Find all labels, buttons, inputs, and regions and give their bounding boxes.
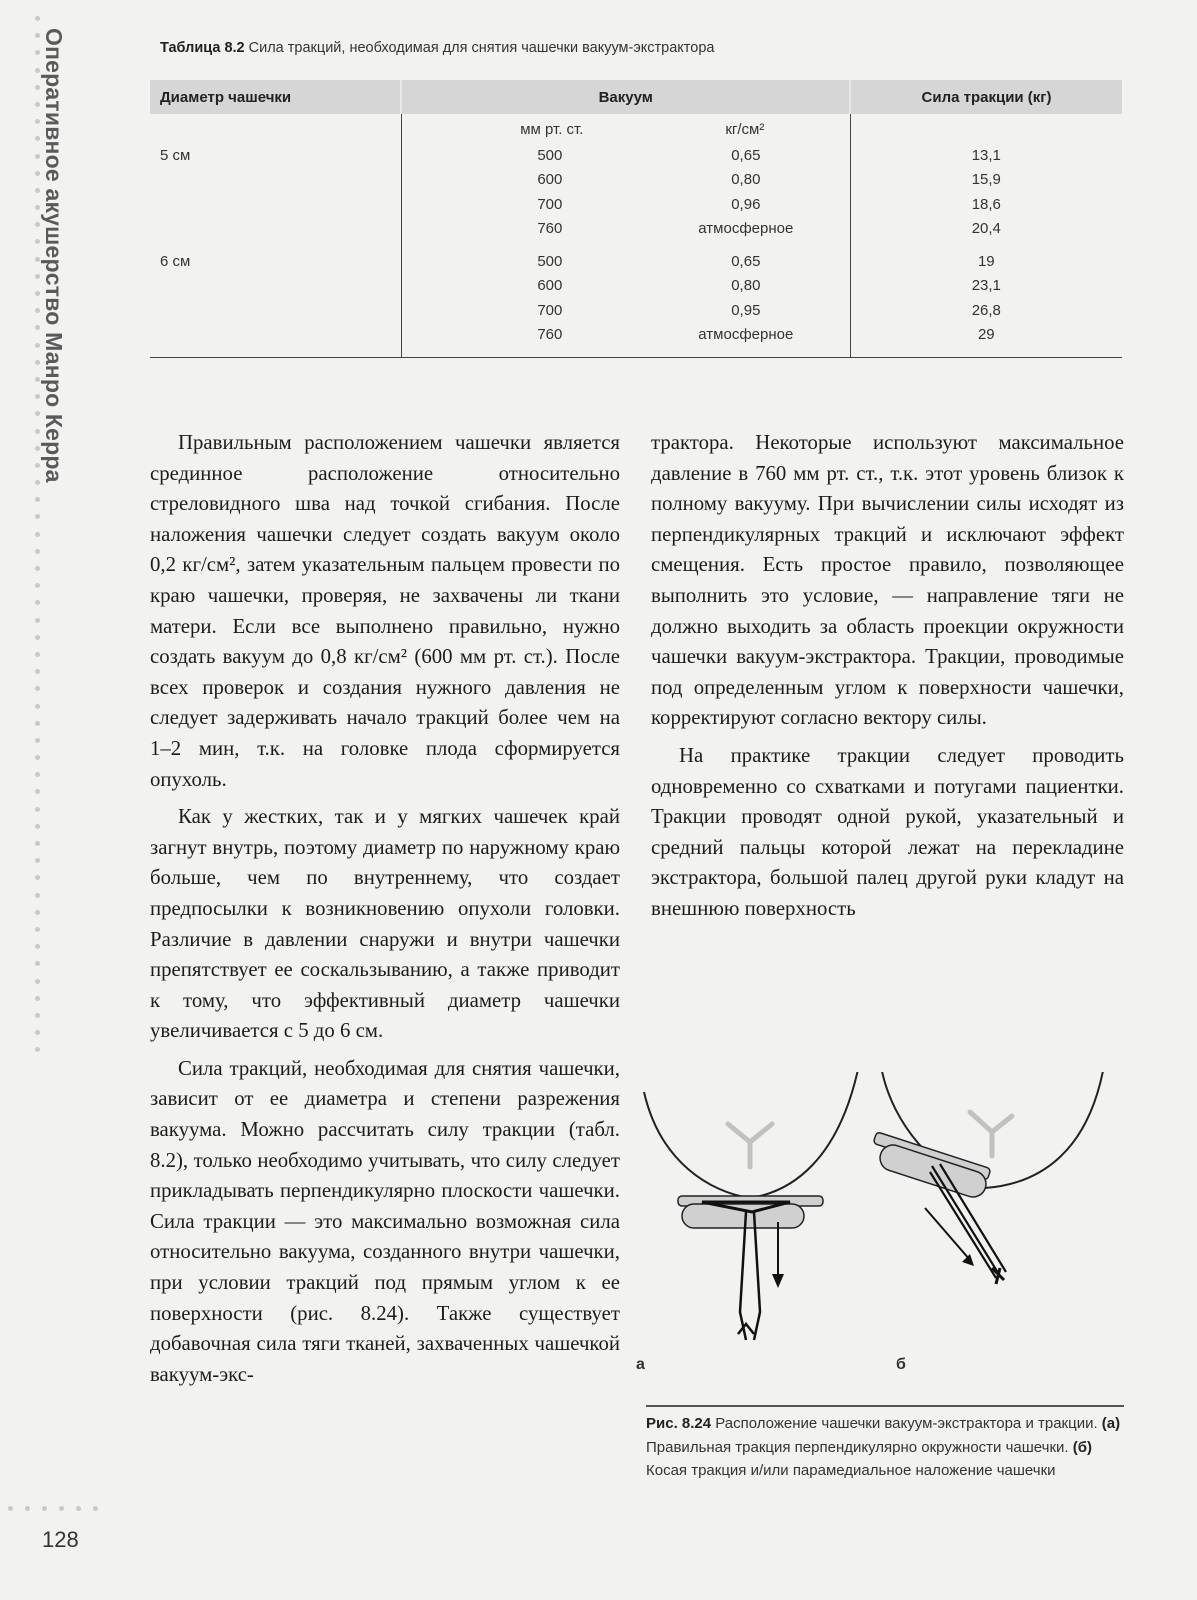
- header-force: Сила тракции (кг): [850, 80, 1122, 114]
- margin-dot: [35, 618, 40, 623]
- margin-dot: [35, 979, 40, 984]
- figure-caption-a-text: Правильная тракция перпендикулярно окружности чашечки.: [646, 1438, 1073, 1456]
- table-cell: 13,1: [971, 147, 1001, 164]
- header-diameter: Диаметр чашечки: [150, 80, 401, 114]
- table-cell: 700: [537, 301, 563, 319]
- paragraph: Сила тракций, необходимая для снятия чашечки, зависит от ее диаметра и степени разрежения вакуума. Можно рассчитать силу тракции (табл. 8.2), только необходимо учитывать, что силу следует прикладывать перпендикулярно плоскости чашечки. Сила тракции — это максимально возможная сила относительно вакуума, созданного внутри чашечки, при условии тракций под прямым углом к ее поверхности (рис. 8.24). Также существует добавочная сила тяги тканей, захваченных чашечкой вакуум-экс-: [150, 1056, 620, 1386]
- body-right-column: [651, 428, 1124, 925]
- margin-dot: [35, 549, 40, 554]
- margin-dot: [35, 789, 40, 794]
- figure-divider: [646, 1405, 1124, 1407]
- running-head: Оперативное акушерство Манро Керра: [41, 28, 67, 483]
- table-cell: 700: [537, 195, 563, 213]
- body-left-column: [150, 428, 620, 1390]
- table-cell: 18,6: [971, 195, 1001, 213]
- margin-dot: [35, 704, 40, 709]
- table-cell: 760: [537, 326, 563, 344]
- margin-dot: [35, 669, 40, 674]
- margin-dot: [35, 16, 40, 21]
- mmhg-column: [402, 144, 698, 241]
- panel-b-drawing: [873, 1072, 1105, 1284]
- table-caption-label: Таблица 8.2: [160, 40, 245, 56]
- table-cell: 760: [537, 219, 563, 237]
- table-cell: 26,8: [971, 301, 1001, 319]
- figure-caption-a: (а): [1101, 1415, 1121, 1432]
- paragraph: Как у жестких, так и у мягких чашечек край загнут внутрь, поэтому диаметр по наружному краю больше, чем по внутреннему, что создает предпосылки к возникновению опухоли головки. Различие в давлении снаружи и внутри чашечки препятствует ее соскальзыванию, а также приводит к тому, что эффективный диаметр чашечки увеличивается с 5 до 6 см.: [150, 805, 620, 1043]
- margin-dot: [35, 841, 40, 846]
- table-caption-text: Сила тракций, необходимая для снятия чашечки вакуум-экстрактора: [244, 40, 715, 56]
- figure-caption: [646, 1412, 1124, 1483]
- margin-dot: [35, 600, 40, 605]
- panel-a-drawing: [644, 1072, 860, 1340]
- kgcm2-column: [698, 144, 794, 241]
- paragraph: На практике тракции следует проводить одновременно со схватками и потугами пациентки. Тракции проводят одной рукой, указательный и средний пальцы которой лежат на перекладине экстрактора, большой палец другой руки кладут на внешнюю поверхность: [651, 743, 1124, 920]
- figure-vacuum-cup-illustration: [640, 1072, 1130, 1372]
- paragraph: трактора. Некоторые используют максимальное давление в 760 мм рт. ст., т.к. этот уровень близок к полному вакууму. При вычислении силы исходят из перпендикулярных тракций и исключают эффект смещения. Есть простое правило, позволяющее выполнить это условие, — направление тяги не должно выходить за область проекции окружности чашечки вакуум-экстрактора. Тракции, проводимые под определенным углом к поверхности чашечки, корректируют согласно вектору силы.: [651, 431, 1124, 730]
- margin-dot: [35, 514, 40, 519]
- figure-caption-b-text: Косая тракция и/или парамедиальное наложение чашечки: [646, 1462, 1056, 1479]
- page-number: 128: [42, 1527, 79, 1552]
- diameter-cell: 5 см: [160, 147, 191, 164]
- table-cell: 23,1: [971, 277, 1001, 295]
- table-subheader-row: [150, 114, 1122, 144]
- margin-dot: [35, 497, 40, 502]
- margin-dot: [35, 772, 40, 777]
- figure-caption-b: (б): [1072, 1438, 1092, 1456]
- table-cell: 500: [537, 147, 563, 164]
- margin-dot: [35, 635, 40, 640]
- margin-dot: [35, 686, 40, 691]
- table-cell: 19: [977, 253, 995, 271]
- subheader-mmhg: мм рт. ст.: [520, 120, 584, 138]
- kgcm2-column: [698, 250, 794, 347]
- margin-dot: [35, 893, 40, 898]
- margin-dot: [35, 996, 40, 1001]
- figure-label-a: а: [636, 1356, 645, 1373]
- margin-dot: [35, 1013, 40, 1018]
- figure-caption-label: Рис. 8.24: [646, 1415, 712, 1432]
- table-cell: 0,95: [731, 301, 761, 319]
- table-cell: 600: [537, 277, 563, 295]
- margin-dot: [35, 566, 40, 571]
- table-caption: [160, 40, 714, 56]
- margin-dot: [35, 652, 40, 657]
- diameter-cell: 6 см: [160, 253, 191, 271]
- margin-dot: [35, 858, 40, 863]
- table-cell: 600: [537, 171, 563, 189]
- table-cell: 0,65: [731, 253, 761, 271]
- force-column: [850, 144, 1122, 241]
- margin-dot: [35, 910, 40, 915]
- margin-dot: [35, 532, 40, 537]
- subheader-kgcm2: кг/см²: [725, 120, 765, 138]
- table-row-6cm: [150, 241, 1122, 358]
- mmhg-column: [402, 250, 698, 347]
- margin-dot: [35, 721, 40, 726]
- table-cell: 0,80: [731, 277, 761, 295]
- margin-dot: [35, 944, 40, 949]
- margin-dot: [35, 875, 40, 880]
- bottom-dots: [8, 1506, 98, 1511]
- table-cell: 15,9: [971, 171, 1001, 189]
- table-cell: атмосферное: [698, 219, 794, 237]
- table-cell: 0,80: [731, 171, 761, 189]
- figure-caption-text: Расположение чашечки вакуум-экстрактора и тракции.: [711, 1415, 1102, 1432]
- margin-dot: [35, 738, 40, 743]
- table-cell: 20,4: [971, 219, 1001, 237]
- traction-force-table: [150, 80, 1122, 358]
- table-cell: 29: [977, 326, 995, 344]
- margin-dot: [35, 583, 40, 588]
- figure-label-b: б: [896, 1356, 906, 1373]
- margin-dot: [35, 961, 40, 966]
- margin-dot: [35, 1030, 40, 1035]
- margin-dot: [35, 755, 40, 760]
- table-cell: 500: [537, 253, 563, 271]
- margin-dot: [35, 1047, 40, 1052]
- margin-dot: [35, 927, 40, 932]
- table-row-5cm: [150, 144, 1122, 241]
- header-vacuum: Вакуум: [401, 80, 850, 114]
- paragraph: Правильным расположением чашечки является срединное расположение относительно стреловидного шва над точкой сгибания. После наложения чашечки следует создать вакуум около 0,2 кг/см², затем указательным пальцем провести по краю чашечки, проверяя, не захвачены ли ткани матери. Если все выполнено правильно, нужно создать вакуум до 0,8 кг/см² (600 мм рт. ст.). После всех проверок и создания нужного давления не следует задерживать начало тракций более чем на 1–2 мин, т.к. на головке плода сформируется опухоль.: [150, 431, 620, 791]
- table-cell: 0,96: [731, 195, 761, 213]
- margin-dot: [35, 824, 40, 829]
- margin-dot: [35, 807, 40, 812]
- table-cell: атмосферное: [698, 326, 794, 344]
- force-column: [850, 241, 1122, 358]
- table-cell: 0,65: [731, 147, 761, 164]
